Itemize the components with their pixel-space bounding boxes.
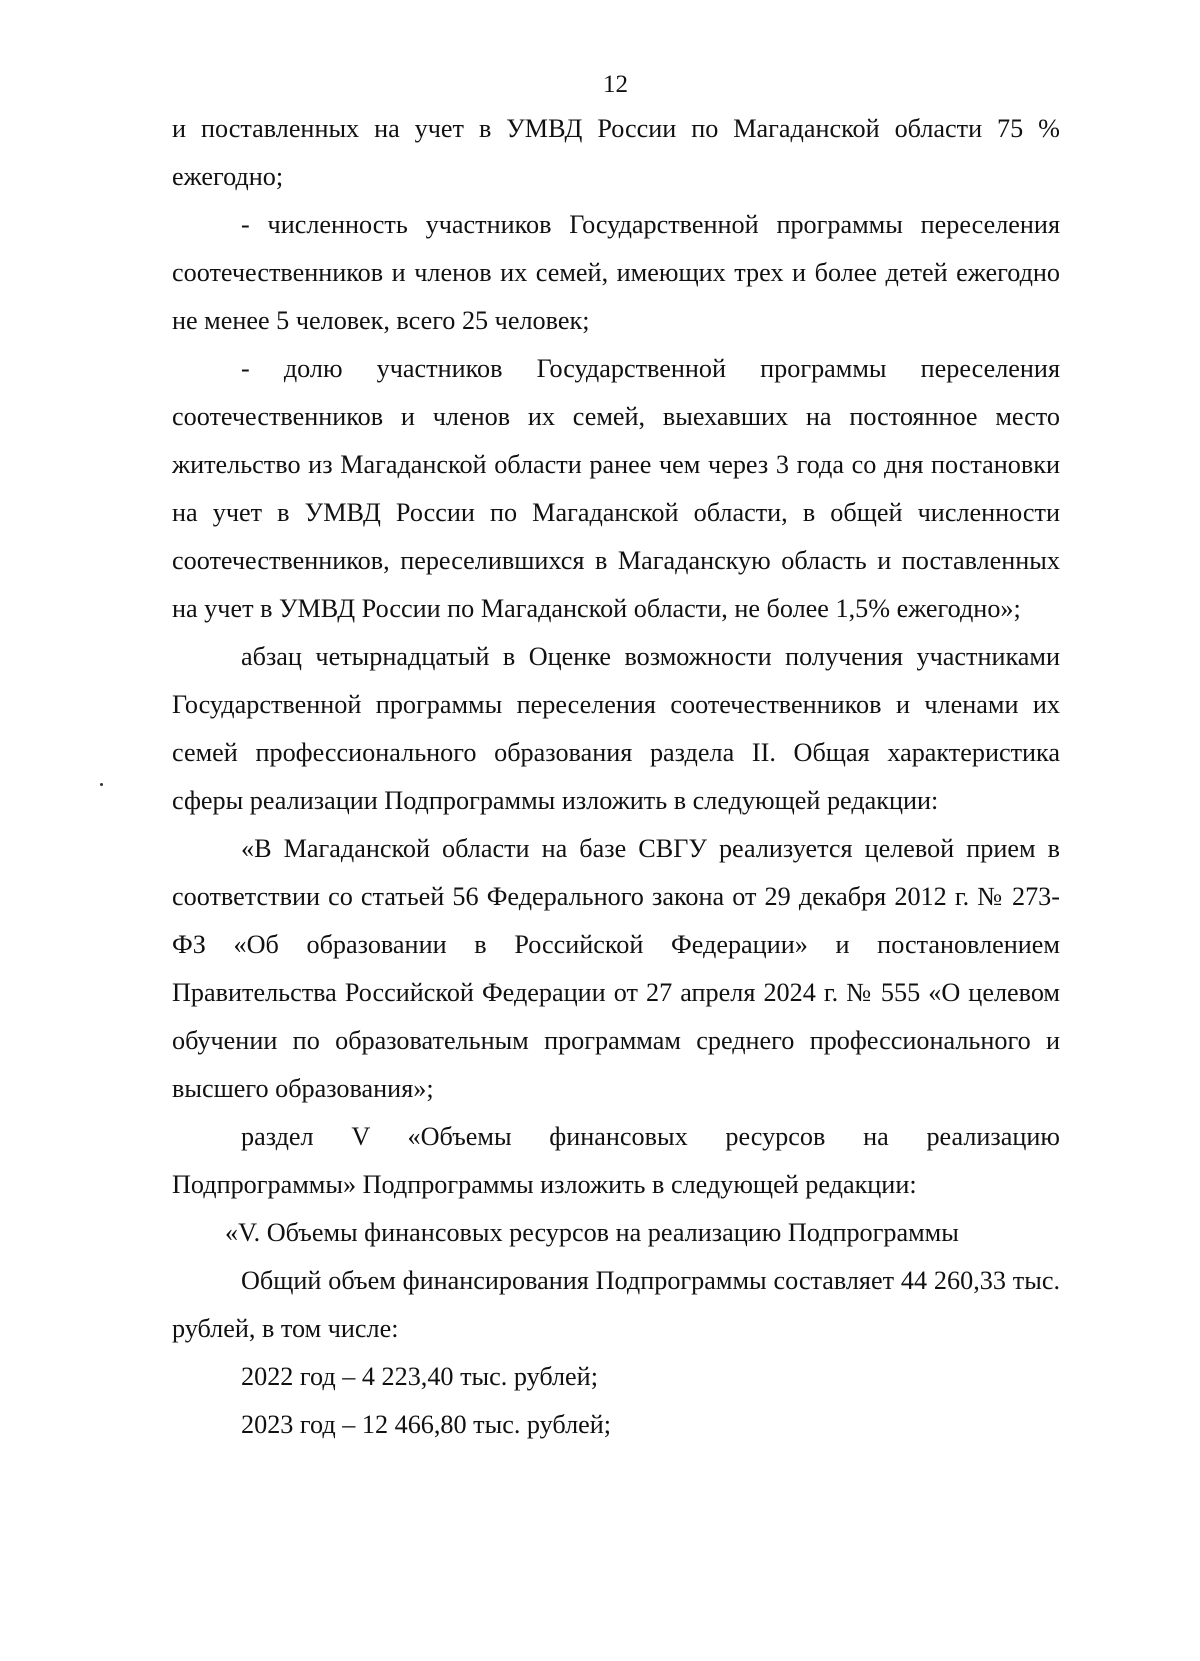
paragraph-abzac-14 (172, 633, 1060, 825)
paragraph-participants-count (172, 201, 1060, 345)
paragraph-participants-share (172, 345, 1060, 633)
scan-speck (100, 783, 103, 786)
paragraph-first-line: абзац четырнадцатый в Оценке возможности получения (241, 642, 903, 671)
paragraph-rest: в соответствии со статьей 56 Федерального закона от 29 декабря 2012 г. № 273-ФЗ «Об образовании в Российской Федерации» и постановлением Правительства Российской Федерации от 27 апреля 2024 г. № 555 «О целевом обучении по образовательным программам среднего профессионального и высшего образования»; (172, 834, 1061, 1103)
paragraph-total-funding (172, 1257, 1060, 1353)
paragraph-rest: ежегодно; (172, 162, 284, 191)
paragraph-rest: 44 260,33 тыс. рублей, в том числе: (172, 1266, 1060, 1343)
document-body (172, 105, 1060, 1449)
section-heading: «V. Объемы финансовых ресурсов на реализацию Подпрограммы (225, 1218, 959, 1247)
paragraph-rest: Подпрограммы» Подпрограммы изложить в следующей редакции: (172, 1170, 917, 1199)
paragraph-first-line: - численность участников Государственной программы переселения (241, 210, 1060, 239)
paragraph-first-line: - долю участников Государственной программы переселения (241, 354, 1060, 383)
paragraph-rest: соотечественников и членов их семей, выехавших на постоянное место жительство из Магаданской области ранее чем через 3 года со дня постановки на учет в УМВД России по Магаданской области, в общей численности соотечественников, переселившихся в Магаданскую область и поставленных на учет в УМВД России по Магаданской области, не более 1,5% ежегодно»; (172, 402, 1060, 623)
page-number: 12 (603, 71, 628, 98)
funding-year-2023: 2023 год – 12 466,80 тыс. рублей; (241, 1410, 612, 1439)
paragraph-target-admission (172, 825, 1060, 1113)
paragraph-rest: участниками Государственной программы переселения соотечественников и членами их семей профессионального образования раздела II. Общая характеристика сферы реализации Подпрограммы изложить в следующей редакции: (172, 642, 1061, 815)
paragraph-rest: соотечественников и членов их семей, имеющих трех и более детей ежегодно не менее 5 человек, всего 25 человек; (172, 258, 1060, 335)
paragraph-first-line: раздел V «Объемы финансовых ресурсов на реализацию (241, 1122, 1060, 1151)
paragraph-continuation (172, 105, 1060, 201)
paragraph-first-line: «В Магаданской области на базе СВГУ реализуется целевой прием (241, 834, 1036, 863)
funding-year-2022: 2022 год – 4 223,40 тыс. рублей; (241, 1362, 598, 1391)
paragraph-first-line: и поставленных на учет в УМВД России по Магаданской области 75 % (172, 114, 1060, 143)
paragraph-section-v-instruction (172, 1113, 1060, 1209)
paragraph-first-line: Общий объем финансирования Подпрограммы составляет (241, 1266, 895, 1295)
